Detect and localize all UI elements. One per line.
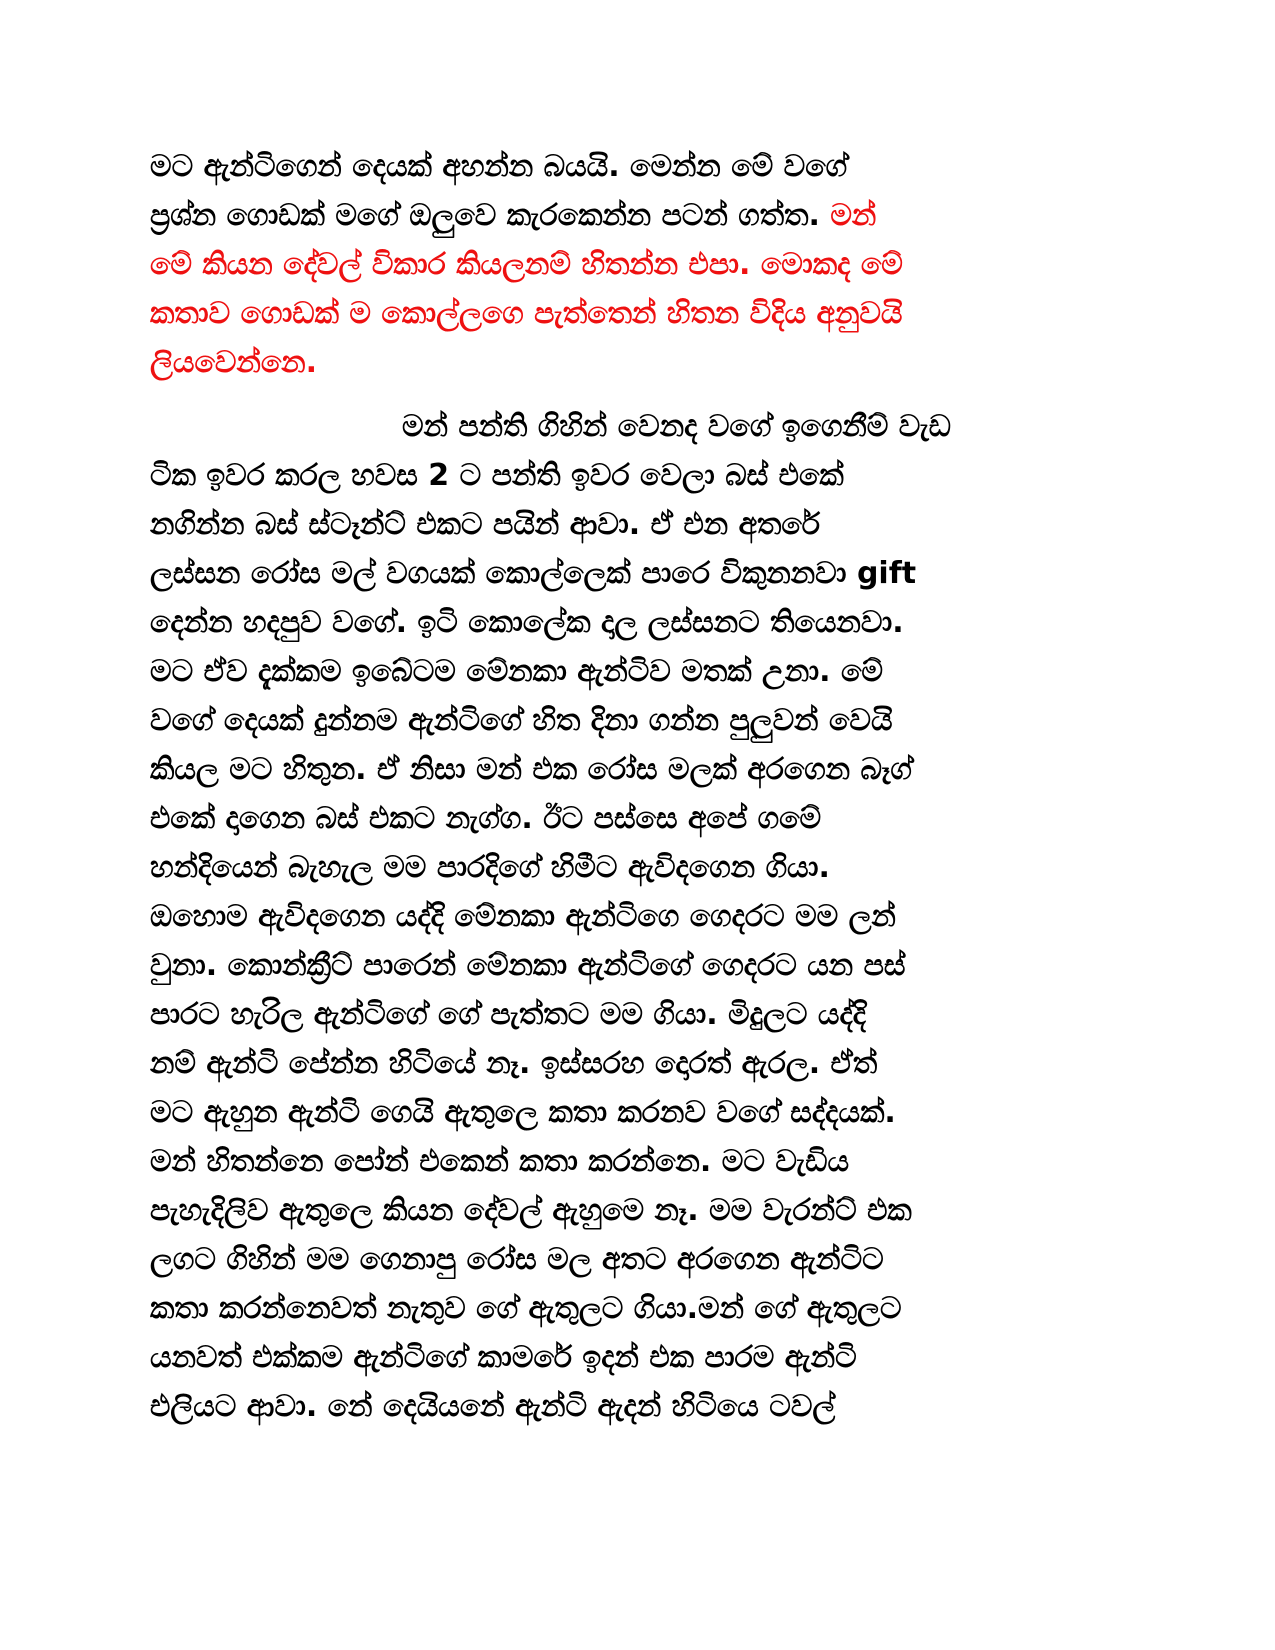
text-line: හන්දියෙන් බැහැල මම පාරදිගේ හිමීට ඇවිදගෙන ගියා.	[150, 850, 830, 885]
body-text: මට ඇන්ටිගෙන් දෙයක් අහන්න බයයි. මෙන්න මේ වගේ	[150, 149, 848, 184]
story-paragraph	[150, 402, 1125, 1431]
text-line: කියල මට හිතුන. ඒ නිසා මන් එක රෝස මලක් අරගෙන බෑග්	[150, 752, 912, 787]
text-line: එලියට ආවා. නේ දෙයියනේ ඇන්ටි ඇදන් හිටියෙ ටවල්	[150, 1389, 836, 1424]
text-line: නම් ඇන්ටි පේන්න හිටියේ නෑ. ඉස්සරහ දොරත් ඇරල. ඒත්	[150, 1046, 878, 1081]
text-line: කතා කරන්නෙවත් නැතුව ගේ ඇතුලට ගියා.මන් ගේ ඇතුලට	[150, 1291, 902, 1326]
highlight-text: කතාව ගොඩක් ම කොල්ලගෙ පැත්තෙන් හිතන විදිය අනුවයි	[150, 296, 903, 331]
highlight-text: මේ කියන දේවල් විකාර කියලනම් හිතන්න එපා. මොකද මේ	[150, 247, 903, 282]
text-line: නගින්න බස් ස්ටෑන්ට් එකට පයින් ආවා. ඒ එන අතරේ	[150, 507, 820, 542]
text-line	[150, 289, 1125, 338]
highlight-text: මන්	[830, 198, 877, 233]
text-line: ලස්සන රෝස මල් වගයක් කොල්ලෙක් පාරෙ විකුනනවා gift	[150, 556, 917, 591]
text-line	[150, 142, 1125, 191]
text-line: මන් පන්ති ගිහින් වෙනද වගේ ඉගෙනීම් වැඩ	[402, 409, 951, 444]
text-line: මන් හිතන්නෙ පෝන් එකෙන් කතා කරන්නෙ. මට වැඩිය	[150, 1144, 850, 1179]
intro-paragraph	[150, 142, 1125, 387]
text-line: මට ඒව දැක්කම ඉබේටම මේනකා ඇන්ටිව මතක් උනා. මේ	[150, 654, 883, 689]
text-line: වගේ දෙයක් දුන්නම ඇන්ටිගේ හිත දිනා ගන්න පුලුවන් වෙයි	[150, 703, 893, 738]
body-text: ප්‍රශ්න ගොඩක් මගේ ඔලුවෙ කැරකෙන්න පටන් ගත්ත.	[150, 198, 831, 233]
text-line: වුනා. කොන්ක්‍රීට් පාරෙන් මේනකා ඇන්ටිගේ ගෙදරට යන පස්	[150, 948, 906, 983]
highlight-text: ලියවෙන්නෙ.	[150, 345, 318, 380]
text-line: ටික ඉවර කරල හවස 2 ට පන්ති ඉවර වෙලා බස් එකේ	[150, 458, 844, 493]
text-line: යනවත් එක්කම ඇන්ටිගේ කාමරේ ඉදන් එක පාරම ඇන්ටි	[150, 1340, 857, 1375]
text-line: ඔහොම ඇවිදගෙන යද්දි මේනකා ඇන්ටිගෙ ගෙදරට මම ලන්	[150, 899, 896, 934]
text-line	[150, 191, 1125, 240]
text-line: පාරට හැරිල ඇන්ටිගේ ගේ පැත්තට මම ගියා. මිදුලට යද්දි	[150, 997, 867, 1032]
text-line: දෙන්න හදපුව වගේ. ඉටි කොලේක දාල ලස්සනට තියෙනවා.	[150, 605, 904, 640]
text-line: මට ඇහුන ඇන්ටි ගෙයි ඇතුලෙ කතා කරනව වගේ සද්දයක්.	[150, 1095, 896, 1130]
text-line: ලගට ගිහින් මම ගෙනාපු රෝස මල අතට අරගෙන ඇන්ටිට	[150, 1242, 884, 1277]
text-line: පැහැදිලිව ඇතුලෙ කියන දේවල් ඇහුමෙ නෑ. මම වැරන්ට් එක	[150, 1193, 912, 1228]
text-line: එකේ දාගෙන බස් එකට නැග්ග. ඊට පස්සෙ අපේ ගමේ	[150, 801, 822, 836]
text-line	[150, 240, 1125, 289]
text-line	[150, 338, 1125, 387]
